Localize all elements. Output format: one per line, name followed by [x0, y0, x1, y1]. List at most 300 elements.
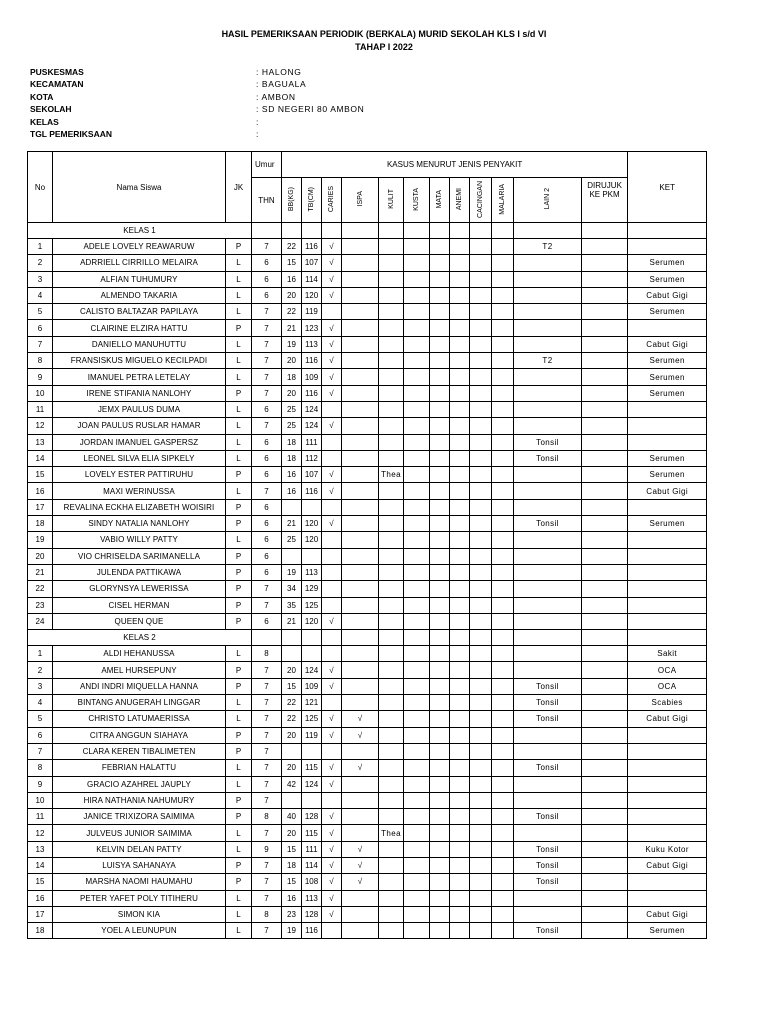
- empty-cell: [514, 223, 582, 239]
- weight: 40: [282, 809, 302, 825]
- malaria-mark: [492, 304, 514, 320]
- malaria-mark: [492, 532, 514, 548]
- malaria-mark: [492, 467, 514, 483]
- empty-cell: [628, 223, 707, 239]
- kulit-mark: [379, 695, 404, 711]
- kulit-mark: [379, 304, 404, 320]
- dirujuk-value: [582, 906, 628, 922]
- caries-mark: √: [322, 760, 342, 776]
- age: 6: [252, 255, 282, 271]
- table-row: [28, 499, 707, 515]
- malaria-mark: [492, 581, 514, 597]
- lain-value: [514, 825, 582, 841]
- height: 128: [302, 809, 322, 825]
- ket-value: Serumen: [628, 353, 707, 369]
- student-name: ALDI HEHANUSSA: [53, 646, 226, 662]
- kulit-mark: [379, 792, 404, 808]
- kulit-mark: [379, 597, 404, 613]
- gender: L: [226, 923, 252, 939]
- height: 124: [302, 662, 322, 678]
- report-subtitle: TAHAP I 2022: [355, 42, 413, 52]
- anemi-mark: [450, 857, 470, 873]
- kulit-mark: [379, 662, 404, 678]
- kusta-mark: [404, 711, 430, 727]
- empty-cell: [322, 630, 342, 646]
- ispa-mark: √: [342, 711, 379, 727]
- gender: L: [226, 434, 252, 450]
- table-row: [28, 434, 707, 450]
- weight: 25: [282, 418, 302, 434]
- ket-value: [628, 320, 707, 336]
- caries-mark: √: [322, 418, 342, 434]
- kulit-mark: [379, 841, 404, 857]
- caries-mark: √: [322, 516, 342, 532]
- student-name: JANICE TRIXIZORA SAIMIMA: [53, 809, 226, 825]
- height: 120: [302, 516, 322, 532]
- age: 6: [252, 271, 282, 287]
- lain-value: [514, 499, 582, 515]
- ket-value: Serumen: [628, 271, 707, 287]
- dirujuk-value: [582, 792, 628, 808]
- empty-cell: [450, 223, 470, 239]
- mata-mark: [430, 401, 450, 417]
- col-header-cacingan: [470, 178, 492, 223]
- empty-cell: [302, 223, 322, 239]
- ispa-mark: [342, 353, 379, 369]
- weight: [282, 499, 302, 515]
- kulit-mark: [379, 711, 404, 727]
- malaria-mark: [492, 499, 514, 515]
- anemi-mark: [450, 906, 470, 922]
- col-header-kulit: [379, 178, 404, 223]
- weight: 18: [282, 450, 302, 466]
- gender: P: [226, 678, 252, 694]
- weight: 19: [282, 336, 302, 352]
- height: 120: [302, 532, 322, 548]
- gender: P: [226, 320, 252, 336]
- ispa-mark: [342, 271, 379, 287]
- col-header-ispa: [342, 178, 379, 223]
- kusta-mark: [404, 271, 430, 287]
- anemi-mark: [450, 516, 470, 532]
- row-no: 19: [28, 532, 53, 548]
- kusta-mark: [404, 678, 430, 694]
- student-name: YOEL A LEUNUPUN: [53, 923, 226, 939]
- lain-value: [514, 320, 582, 336]
- ket-value: [628, 597, 707, 613]
- table-row: [28, 841, 707, 857]
- mata-mark: [430, 304, 450, 320]
- kulit-mark: [379, 923, 404, 939]
- age: 6: [252, 499, 282, 515]
- anemi-mark: [450, 760, 470, 776]
- gender: P: [226, 499, 252, 515]
- gender: P: [226, 613, 252, 629]
- caries-mark: √: [322, 874, 342, 890]
- caries-mark: √: [322, 483, 342, 499]
- col-header-label: KUSTA: [413, 187, 420, 211]
- cacingan-mark: [470, 532, 492, 548]
- student-name: FEBRIAN HALATTU: [53, 760, 226, 776]
- empty-cell: [450, 630, 470, 646]
- kusta-mark: [404, 825, 430, 841]
- ket-value: [628, 727, 707, 743]
- col-header-label: ANEMI: [456, 187, 463, 211]
- ispa-mark: [342, 613, 379, 629]
- mata-mark: [430, 336, 450, 352]
- mata-mark: [430, 678, 450, 694]
- anemi-mark: [450, 564, 470, 580]
- table-row: [28, 890, 707, 906]
- info-value: :: [256, 128, 259, 139]
- row-no: 2: [28, 255, 53, 271]
- height: 116: [302, 483, 322, 499]
- kulit-mark: [379, 239, 404, 255]
- col-header-bb: [282, 178, 302, 223]
- anemi-mark: [450, 841, 470, 857]
- empty-cell: [430, 630, 450, 646]
- dirujuk-value: [582, 255, 628, 271]
- student-name: VIO CHRISELDA SARIMANELLA: [53, 548, 226, 564]
- empty-cell: [282, 630, 302, 646]
- student-name: ADRRIELL CIRRILLO MELAIRA: [53, 255, 226, 271]
- weight: 35: [282, 597, 302, 613]
- ket-value: Cabut Gigi: [628, 906, 707, 922]
- row-no: 21: [28, 564, 53, 580]
- mata-mark: [430, 483, 450, 499]
- info-label: KOTA: [30, 91, 54, 102]
- malaria-mark: [492, 434, 514, 450]
- col-header-label: MALARIA: [499, 183, 506, 215]
- gender: L: [226, 695, 252, 711]
- lain-value: [514, 792, 582, 808]
- ispa-mark: [342, 336, 379, 352]
- student-name: QUEEN QUE: [53, 613, 226, 629]
- student-name: DANIELLO MANUHUTTU: [53, 336, 226, 352]
- weight: 25: [282, 532, 302, 548]
- dirujuk-value: [582, 434, 628, 450]
- anemi-mark: [450, 418, 470, 434]
- age: 7: [252, 695, 282, 711]
- row-no: 5: [28, 304, 53, 320]
- caries-mark: √: [322, 857, 342, 873]
- col-header-ket: KET: [628, 152, 707, 223]
- age: 7: [252, 353, 282, 369]
- section-label: KELAS 1: [28, 223, 252, 239]
- table-row: [28, 678, 707, 694]
- kulit-mark: [379, 418, 404, 434]
- info-row: [30, 78, 430, 90]
- table-row: [28, 727, 707, 743]
- caries-mark: √: [322, 890, 342, 906]
- col-header-kusta: [404, 178, 430, 223]
- lain-value: [514, 271, 582, 287]
- lain-value: [514, 613, 582, 629]
- mata-mark: [430, 857, 450, 873]
- section-label: KELAS 2: [28, 630, 252, 646]
- age: 6: [252, 548, 282, 564]
- dirujuk-value: [582, 923, 628, 939]
- student-name: CISEL HERMAN: [53, 597, 226, 613]
- kusta-mark: [404, 287, 430, 303]
- col-header-no: No: [28, 152, 53, 223]
- kusta-mark: [404, 906, 430, 922]
- ket-value: [628, 792, 707, 808]
- ispa-mark: √: [342, 857, 379, 873]
- student-name: JEMX PAULUS DUMA: [53, 401, 226, 417]
- kulit-mark: [379, 271, 404, 287]
- weight: 23: [282, 906, 302, 922]
- weight: 20: [282, 825, 302, 841]
- age: 6: [252, 532, 282, 548]
- age: 8: [252, 906, 282, 922]
- ispa-mark: [342, 646, 379, 662]
- ket-value: [628, 890, 707, 906]
- gender: P: [226, 792, 252, 808]
- dirujuk-value: [582, 450, 628, 466]
- cacingan-mark: [470, 385, 492, 401]
- mata-mark: [430, 809, 450, 825]
- caries-mark: √: [322, 662, 342, 678]
- cacingan-mark: [470, 450, 492, 466]
- student-name: CITRA ANGGUN SIAHAYA: [53, 727, 226, 743]
- lain-value: [514, 287, 582, 303]
- ispa-mark: [342, 890, 379, 906]
- ket-value: [628, 581, 707, 597]
- table-row: [28, 271, 707, 287]
- mata-mark: [430, 792, 450, 808]
- caries-mark: √: [322, 336, 342, 352]
- ispa-mark: [342, 597, 379, 613]
- weight: 22: [282, 711, 302, 727]
- ket-value: Sakit: [628, 646, 707, 662]
- lain-value: T2: [514, 239, 582, 255]
- info-value: : BAGUALA: [256, 79, 307, 90]
- gender: L: [226, 287, 252, 303]
- weight: 16: [282, 271, 302, 287]
- height: [302, 743, 322, 759]
- mata-mark: [430, 516, 450, 532]
- lain-value: [514, 727, 582, 743]
- caries-mark: √: [322, 385, 342, 401]
- mata-mark: [430, 743, 450, 759]
- age: 7: [252, 711, 282, 727]
- height: 114: [302, 271, 322, 287]
- weight: 18: [282, 857, 302, 873]
- dirujuk-value: [582, 499, 628, 515]
- table-row: [28, 255, 707, 271]
- mata-mark: [430, 467, 450, 483]
- table-row: [28, 874, 707, 890]
- age: 6: [252, 450, 282, 466]
- age: 8: [252, 646, 282, 662]
- anemi-mark: [450, 662, 470, 678]
- age: 6: [252, 434, 282, 450]
- kusta-mark: [404, 792, 430, 808]
- caries-mark: √: [322, 287, 342, 303]
- ket-value: Serumen: [628, 923, 707, 939]
- caries-mark: √: [322, 727, 342, 743]
- ket-value: Cabut Gigi: [628, 287, 707, 303]
- col-header-label: TB(CM): [308, 186, 315, 212]
- cacingan-mark: [470, 548, 492, 564]
- student-name: GRACIO AZAHREL JAUPLY: [53, 776, 226, 792]
- ket-value: [628, 776, 707, 792]
- lain-value: Tonsil: [514, 874, 582, 890]
- anemi-mark: [450, 483, 470, 499]
- anemi-mark: [450, 369, 470, 385]
- caries-mark: √: [322, 825, 342, 841]
- age: 8: [252, 809, 282, 825]
- mata-mark: [430, 597, 450, 613]
- table-row: [28, 532, 707, 548]
- lain-value: [514, 662, 582, 678]
- student-name: PETER YAFET POLY TITIHERU: [53, 890, 226, 906]
- kusta-mark: [404, 499, 430, 515]
- table-row: [28, 792, 707, 808]
- gender: L: [226, 304, 252, 320]
- ispa-mark: √: [342, 727, 379, 743]
- caries-mark: [322, 792, 342, 808]
- malaria-mark: [492, 613, 514, 629]
- gender: P: [226, 809, 252, 825]
- col-header-caries: [322, 178, 342, 223]
- ket-value: Serumen: [628, 467, 707, 483]
- dirujuk-value: [582, 467, 628, 483]
- dirujuk-value: [582, 613, 628, 629]
- gender: L: [226, 271, 252, 287]
- dirujuk-value: [582, 809, 628, 825]
- malaria-mark: [492, 825, 514, 841]
- malaria-mark: [492, 255, 514, 271]
- row-no: 3: [28, 271, 53, 287]
- height: 109: [302, 678, 322, 694]
- examination-table: [27, 151, 707, 939]
- caries-mark: [322, 646, 342, 662]
- row-no: 6: [28, 320, 53, 336]
- dirujuk-value: [582, 532, 628, 548]
- ket-value: [628, 743, 707, 759]
- table-row: [28, 906, 707, 922]
- kusta-mark: [404, 385, 430, 401]
- gender: L: [226, 369, 252, 385]
- row-no: 17: [28, 499, 53, 515]
- row-no: 4: [28, 287, 53, 303]
- age: 6: [252, 516, 282, 532]
- table-row: [28, 385, 707, 401]
- weight: 22: [282, 695, 302, 711]
- kusta-mark: [404, 548, 430, 564]
- student-name: LUISYA SAHANAYA: [53, 857, 226, 873]
- weight: [282, 743, 302, 759]
- gender: L: [226, 890, 252, 906]
- kulit-mark: [379, 499, 404, 515]
- mata-mark: [430, 353, 450, 369]
- info-value: : AMBON: [256, 91, 296, 102]
- kulit-mark: Thea: [379, 467, 404, 483]
- anemi-mark: [450, 597, 470, 613]
- table-row: [28, 516, 707, 532]
- dirujuk-value: [582, 401, 628, 417]
- anemi-mark: [450, 336, 470, 352]
- malaria-mark: [492, 743, 514, 759]
- mata-mark: [430, 695, 450, 711]
- anemi-mark: [450, 401, 470, 417]
- height: 111: [302, 434, 322, 450]
- col-header-anemi: [450, 178, 470, 223]
- empty-cell: [492, 630, 514, 646]
- row-no: 9: [28, 369, 53, 385]
- cacingan-mark: [470, 825, 492, 841]
- caries-mark: √: [322, 776, 342, 792]
- ket-value: [628, 239, 707, 255]
- kusta-mark: [404, 418, 430, 434]
- height: 107: [302, 255, 322, 271]
- kulit-mark: [379, 564, 404, 580]
- height: 120: [302, 613, 322, 629]
- malaria-mark: [492, 906, 514, 922]
- age: 7: [252, 483, 282, 499]
- cacingan-mark: [470, 613, 492, 629]
- empty-cell: [582, 630, 628, 646]
- col-header-malaria: [492, 178, 514, 223]
- student-name: CLAIRINE ELZIRA HATTU: [53, 320, 226, 336]
- cacingan-mark: [470, 320, 492, 336]
- ket-value: [628, 548, 707, 564]
- student-name: AMEL HURSEPUNY: [53, 662, 226, 678]
- cacingan-mark: [470, 499, 492, 515]
- caries-mark: √: [322, 271, 342, 287]
- malaria-mark: [492, 418, 514, 434]
- row-no: 1: [28, 239, 53, 255]
- kusta-mark: [404, 369, 430, 385]
- ispa-mark: [342, 287, 379, 303]
- caries-mark: √: [322, 239, 342, 255]
- kusta-mark: [404, 597, 430, 613]
- ispa-mark: [342, 923, 379, 939]
- student-name: MARSHA NAOMI HAUMAHU: [53, 874, 226, 890]
- dirujuk-value: [582, 678, 628, 694]
- age: 6: [252, 467, 282, 483]
- ispa-mark: [342, 743, 379, 759]
- ispa-mark: [342, 483, 379, 499]
- caries-mark: √: [322, 467, 342, 483]
- student-name: ALFIAN TUHUMURY: [53, 271, 226, 287]
- kulit-mark: [379, 353, 404, 369]
- cacingan-mark: [470, 564, 492, 580]
- gender: L: [226, 483, 252, 499]
- mata-mark: [430, 711, 450, 727]
- table-row: [28, 564, 707, 580]
- table-row: [28, 336, 707, 352]
- student-name: HIRA NATHANIA NAHUMURY: [53, 792, 226, 808]
- weight: 20: [282, 760, 302, 776]
- lain-value: [514, 401, 582, 417]
- ispa-mark: [342, 532, 379, 548]
- gender: L: [226, 353, 252, 369]
- lain-value: Tonsil: [514, 678, 582, 694]
- lain-value: [514, 255, 582, 271]
- lain-value: [514, 418, 582, 434]
- anemi-mark: [450, 711, 470, 727]
- info-row: [30, 103, 430, 115]
- mata-mark: [430, 923, 450, 939]
- empty-cell: [379, 223, 404, 239]
- height: 116: [302, 353, 322, 369]
- empty-cell: [430, 223, 450, 239]
- cacingan-mark: [470, 597, 492, 613]
- row-no: 10: [28, 792, 53, 808]
